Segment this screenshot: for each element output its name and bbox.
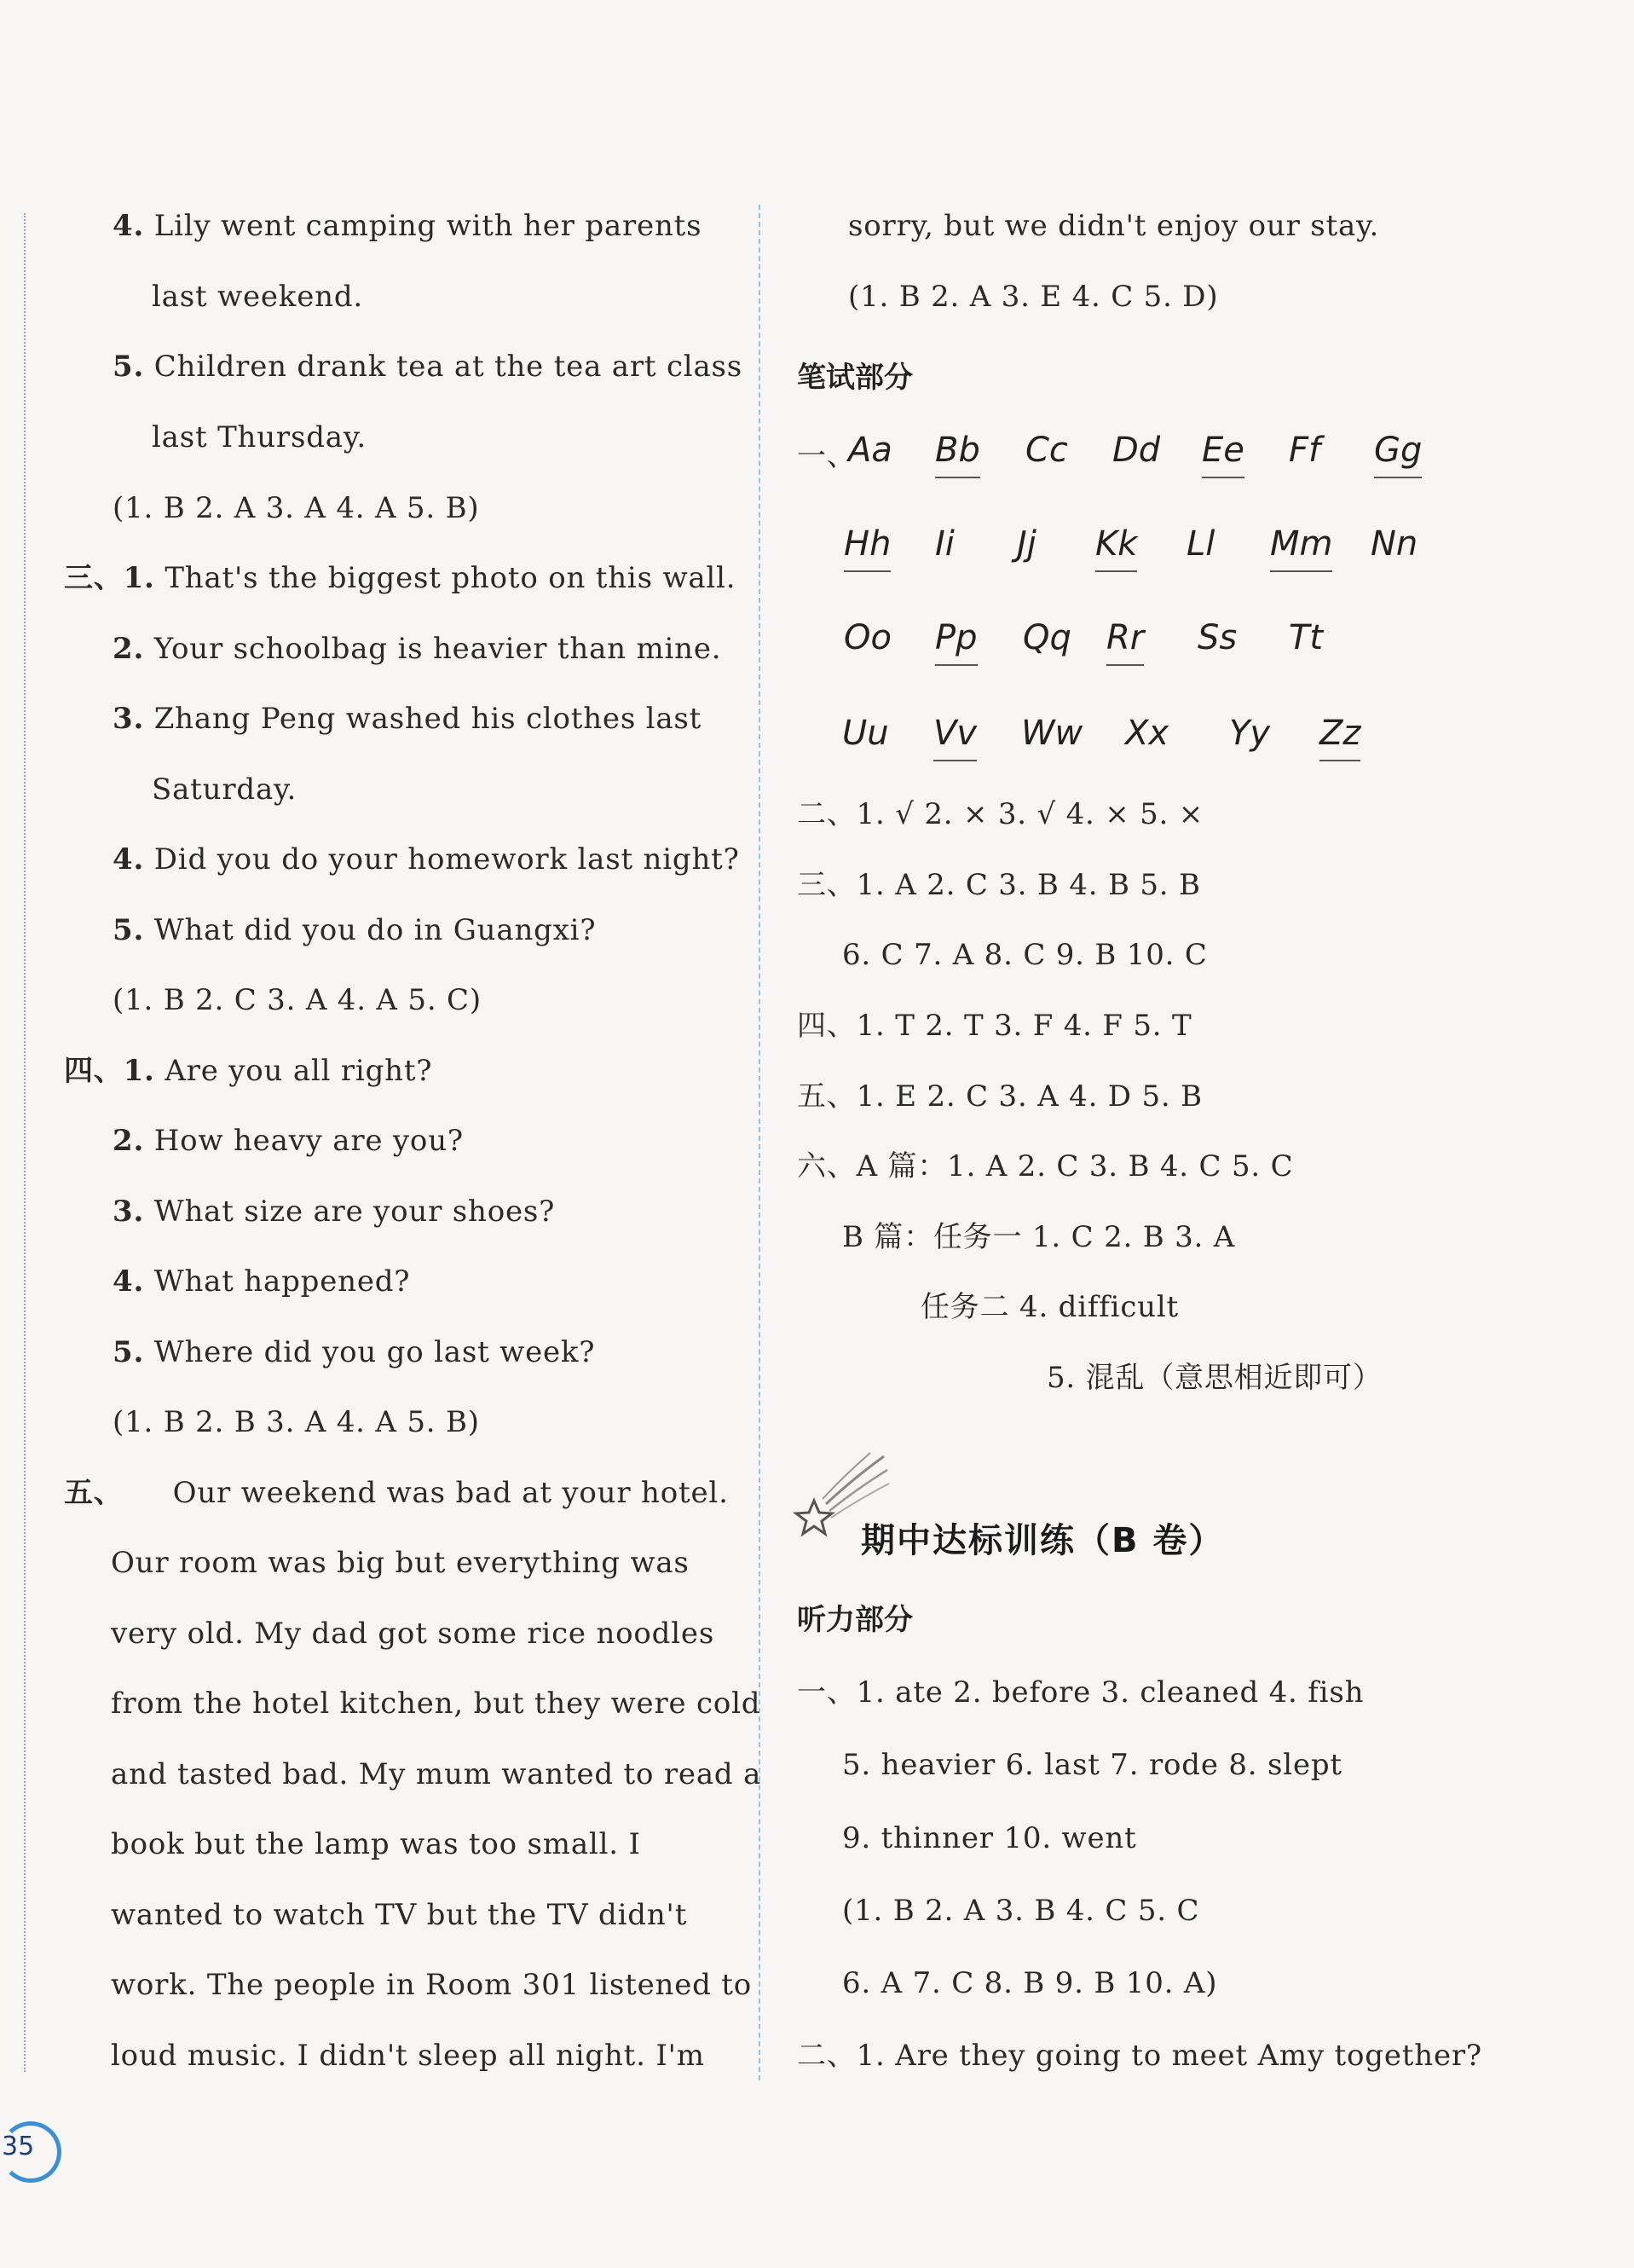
answer-line: 3. What size are your shoes? [113,1195,556,1229]
letter-pair: Ll [1187,524,1215,564]
letter-pair: Gg [1374,431,1422,470]
answer-line: 6. A 7. C 8. B 9. B 10. A) [842,1966,1218,2000]
letter-pair: Yy [1229,714,1271,753]
answer-line: Saturday. [152,772,297,807]
answer-line: 5. Children drank tea at the tea art class [113,350,743,384]
answer-line: 5. heavier 6. last 7. rode 8. slept [842,1748,1342,1782]
answer-line: work. The people in Room 301 listened to [111,1968,753,2002]
answer-line: 2. Your schoolbag is heavier than mine. [113,632,722,666]
answer-line: 6. C 7. A 8. C 9. B 10. C [842,938,1208,972]
answer-line: 5. What did you do in Guangxi? [113,913,597,947]
answer-line: (1. B 2. B 3. A 4. A 5. B) [113,1405,480,1439]
letter-pair: Uu [842,714,889,753]
letter-pair: Ff [1289,431,1321,470]
answer-line: Our room was big but everything was [111,1546,690,1580]
answer-line: 三、1. A 2. C 3. B 4. B 5. B [797,868,1201,902]
listening-section-heading: 听力部分 [797,1603,913,1637]
answer-line: 4. Lily went camping with her parents [113,209,702,243]
letter-pair: Cc [1025,431,1068,470]
answer-line: 二、1. √ 2. × 3. √ 4. × 5. × [797,797,1204,831]
answer-line: and tasted bad. My mum wanted to read a [111,1757,762,1791]
answer-line: 9. thinner 10. went [842,1821,1137,1855]
letter-pair: Oo [844,618,892,657]
answer-line: sorry, but we didn't enjoy our stay. [848,209,1380,243]
answer-line: 4. What happened? [113,1264,411,1299]
letter-pair: Ee [1202,431,1244,470]
answer-line: from the hotel kitchen, but they were cold [111,1687,761,1721]
answer-line: (1. B 2. A 3. A 4. A 5. B) [113,491,480,525]
answer-line: loud music. I didn't sleep all night. I'm [111,2039,705,2073]
letter-pair: Kk [1095,524,1137,564]
answer-line: last weekend. [152,280,364,314]
answer-line: very old. My dad got some rice noodles [111,1617,715,1651]
answer-line: 任务二 4. difficult [921,1290,1180,1324]
answer-line: (1. B 2. A 3. B 4. C 5. C [842,1894,1200,1928]
letter-pair: Dd [1112,431,1161,470]
left-margin-line [24,213,26,2072]
letter-pair: Xx [1125,714,1169,753]
letter-pair: Zz [1319,714,1360,753]
page-number: 35 [2,2132,35,2161]
answer-line: 3. Zhang Peng washed his clothes last [113,702,702,736]
column-divider [759,205,760,2080]
answer-line: (1. B 2. C 3. A 4. A 5. C) [113,983,482,1017]
answer-line: 三、1. That's the biggest photo on this wall. [64,561,736,595]
answer-line: 一、1. ate 2. before 3. cleaned 4. fish [797,1675,1365,1710]
letter-pair: Ii [935,524,955,564]
answer-line: 五、1. E 2. C 3. A 4. D 5. B [797,1079,1203,1114]
letter-pair: Qq [1023,618,1071,657]
answer-line: 二、1. Are they going to meet Amy together? [797,2039,1482,2073]
answer-line: 2. How heavy are you? [113,1124,464,1158]
letter-pair: Ww [1021,714,1083,753]
answer-line: 五、 Our weekend was bad at your hotel. [64,1476,729,1510]
section-title: 期中达标训练（B 卷） [861,1521,1225,1560]
answer-line: 四、1. T 2. T 3. F 4. F 5. T [797,1009,1192,1043]
letter-pair: Hh [844,524,891,564]
answer-line: book but the lamp was too small. I [111,1827,641,1861]
answer-line: last Thursday. [152,420,367,454]
answer-line: (1. B 2. A 3. E 4. C 5. D) [848,280,1219,314]
answer-line: B 篇：任务一 1. C 2. B 3. A [842,1220,1236,1254]
written-section-heading: 笔试部分 [797,361,913,395]
letter-pair: Bb [935,431,980,470]
answer-line: 六、A 篇：1. A 2. C 3. B 4. C 5. C [797,1149,1294,1183]
letter-pair: Aa [848,431,892,470]
letter-pair: Nn [1371,524,1418,564]
letter-pair: Tt [1289,618,1324,657]
letters-prefix: 一、 [797,439,857,473]
letter-pair: Mm [1270,524,1332,564]
answer-line: 四、1. Are you all right? [64,1054,433,1088]
letter-pair: Vv [933,714,977,753]
letter-pair: Jj [1017,524,1036,564]
answer-line: wanted to watch TV but the TV didn't [111,1898,688,1932]
answer-line: 5. 混乱（意思相近即可） [1047,1361,1383,1395]
letter-pair: Ss [1198,618,1238,657]
answer-line: 5. Where did you go last week? [113,1335,596,1369]
letter-pair: Pp [935,618,978,657]
letter-pair: Rr [1106,618,1144,657]
answer-line: 4. Did you do your homework last night? [113,842,740,877]
